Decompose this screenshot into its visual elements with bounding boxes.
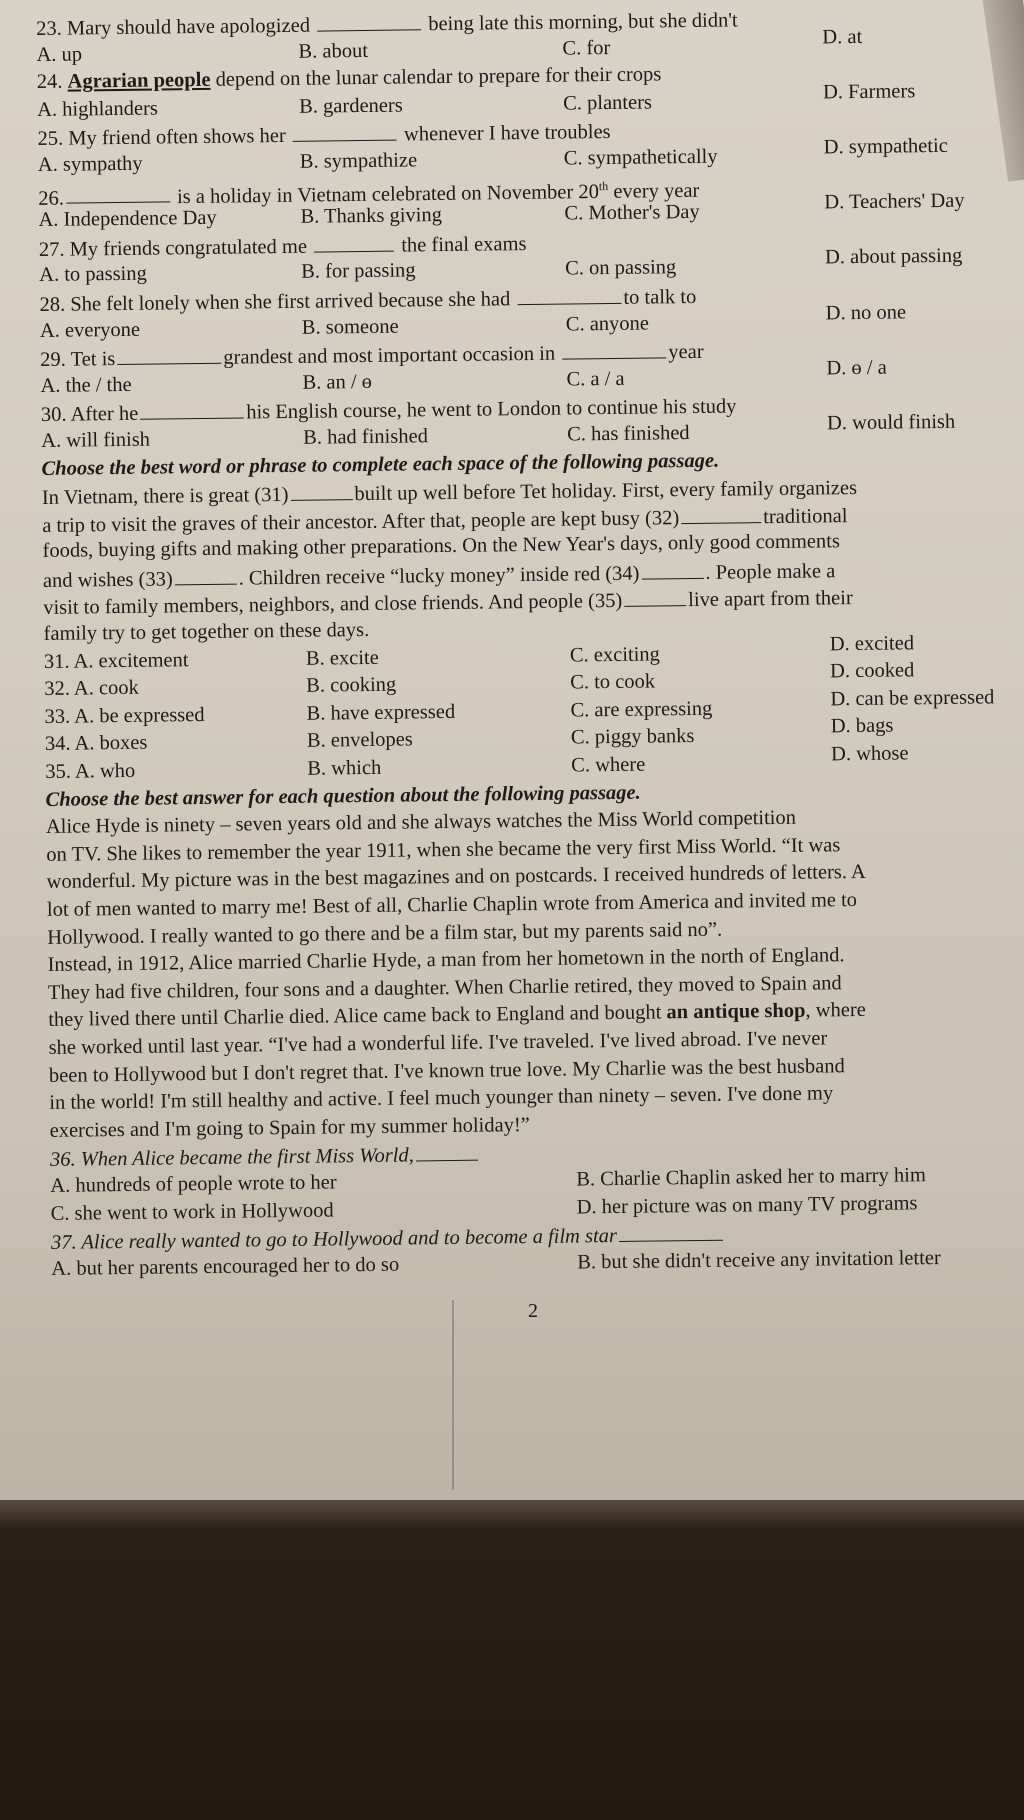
cloze-line-4: and wishes (33) . Children receive “lucky money” inside red (34) . People make a xyxy=(43,554,1023,594)
reading-line-9: she worked until last year. “I've had a wonderful life. I've traveled. I've lived abroad. I've never xyxy=(48,1027,828,1059)
option-c: C. sympathetically xyxy=(563,145,718,170)
option-c: C. Mother's Day xyxy=(564,201,700,225)
option-b: B. which xyxy=(307,756,382,780)
reading-line-10: been to Hollywood but I don't regret that. I've known true love. My Charlie was the best husband xyxy=(48,1054,845,1087)
question-29: 29. Tet is grandest and most important occasion in year xyxy=(40,333,1020,373)
answer-blank xyxy=(314,230,394,252)
question-23: 23. Mary should have apologized being late this morning, but she didn't xyxy=(36,9,738,40)
reading-line-3: wonderful. My picture was in the best magazines and on postcards. I received hundreds of letters. A xyxy=(46,861,866,894)
option-b: B. excite xyxy=(305,646,379,670)
option-a: A. the / the xyxy=(40,373,132,397)
page-number: 2 xyxy=(528,1300,538,1322)
option-c: C. are expressing xyxy=(570,697,713,722)
option-d: D. whose xyxy=(830,742,909,766)
option-b: B. cooking xyxy=(306,673,397,697)
option-a: A. highlanders xyxy=(37,97,158,121)
option-c: C. anyone xyxy=(565,312,650,336)
option-c: C. for xyxy=(562,36,611,60)
option-d: D. no one xyxy=(825,300,907,324)
option-a: A. up xyxy=(36,43,83,66)
option-b: B. sympathize xyxy=(299,149,418,173)
option-c: C. piggy banks xyxy=(570,725,695,749)
question-36: 36. When Alice became the first Miss World, xyxy=(50,1133,1024,1173)
bold-phrase: an antique shop xyxy=(666,1000,806,1024)
cloze-line-1: In Vietnam, there is great (31) built up well before Tet holiday. First, every family organizes xyxy=(41,477,858,510)
cloze-line-6: family try to get together on these days. xyxy=(43,619,370,646)
option-b: B. envelopes xyxy=(306,728,413,753)
answer-blank xyxy=(117,343,221,365)
answer-blank xyxy=(416,1140,478,1162)
question-24: 24. Agrarian people depend on the lunar calendar to prepare for their crops xyxy=(36,63,662,94)
option-b: B. Charlie Chaplin asked her to marry him xyxy=(576,1164,926,1191)
option-a: A. Independence Day xyxy=(38,206,217,232)
cloze-line-5: visit to family members, neighbors, and close friends. And people (35) live apart from their xyxy=(43,587,853,620)
dark-table-surface xyxy=(0,1530,1024,1820)
question-30: 30. After he his English course, he went to London to continue his study xyxy=(40,395,737,427)
answer-blank xyxy=(66,182,170,204)
option-a: A. sympathy xyxy=(37,152,143,176)
option-c: C. on passing xyxy=(565,256,677,280)
option-a: 34. A. boxes xyxy=(44,732,148,756)
reading-line-11: in the world! I'm still healthy and active. I feel much younger than ninety – seven. I've done my xyxy=(49,1082,834,1115)
page-edge-shadow xyxy=(0,1500,1024,1530)
cloze-line-2: a trip to visit the graves of their ancestor. After that, people are kept busy (32) traditional xyxy=(42,499,1022,539)
option-d: D. sympathetic xyxy=(823,134,948,159)
option-c: C. to cook xyxy=(570,670,656,694)
reading-line-4: lot of men wanted to marry me! Best of all, Charlie Chaplin wrote from America and invited me to xyxy=(46,889,858,921)
answer-blank xyxy=(681,502,761,524)
option-d: D. her picture was on many TV programs xyxy=(576,1191,918,1219)
option-d: D. at xyxy=(822,25,863,48)
reading-instruction: Choose the best answer for each question about the following passage. xyxy=(45,781,641,811)
option-c: C. has finished xyxy=(567,421,690,446)
option-d: D. would finish xyxy=(826,410,956,435)
answer-blank xyxy=(619,1220,723,1242)
option-b: B. about xyxy=(298,39,369,63)
question-26: 26. is a holiday in Vietnam celebrated on November 20th every year xyxy=(38,178,700,210)
answer-blank xyxy=(317,9,421,31)
option-b: B. Thanks giving xyxy=(300,204,443,228)
option-b: B. had finished xyxy=(303,425,429,449)
option-d: D. cooked xyxy=(829,659,915,683)
option-a: A. everyone xyxy=(39,318,141,342)
answer-blank xyxy=(140,398,244,420)
question-37: 37. Alice really wanted to go to Hollywood and to become a film star xyxy=(51,1216,1024,1256)
option-a: A. but her parents encouraged her to do so xyxy=(51,1253,400,1280)
option-b: B. but she didn't receive any invitation letter xyxy=(577,1246,941,1274)
reading-line-8: they lived there until Charlie died. Alice came back to England and bought an antique shop, where xyxy=(48,999,866,1032)
question-25: 25. My friend often shows her whenever I have troubles xyxy=(37,121,611,151)
question-27: 27. My friends congratulated me the final exams xyxy=(39,223,1019,263)
option-c: C. a / a xyxy=(566,367,625,391)
reading-line-12: exercises and I'm going to Spain for my summer holiday!” xyxy=(49,1113,530,1142)
answer-blank xyxy=(641,558,703,580)
reading-line-2: on TV. She likes to remember the year 1911, when she became the very first Miss World. “It was xyxy=(46,834,841,866)
option-d: D. about passing xyxy=(824,245,963,269)
option-a: A. will finish xyxy=(41,428,151,452)
option-c: C. exciting xyxy=(569,643,660,667)
reading-line-6: Instead, in 1912, Alice married Charlie Hyde, a man from her hometown in the north of England. xyxy=(47,944,845,977)
option-b: B. for passing xyxy=(301,259,416,284)
option-d: D. can be expressed xyxy=(830,686,995,711)
option-c: C. planters xyxy=(562,91,653,115)
worksheet-content xyxy=(36,2,1024,1283)
reading-line-1: Alice Hyde is ninety – seven years old and she always watches the Miss World competition xyxy=(45,806,797,839)
option-d: D. ɵ / a xyxy=(826,356,887,380)
answer-blank xyxy=(624,586,686,608)
option-a: A. to passing xyxy=(39,263,147,287)
answer-blank xyxy=(517,283,621,305)
reading-line-7: They had five children, four sons and a daughter. When Charlie retired, they moved to Spain and xyxy=(47,972,842,1004)
option-a: 35. A. who xyxy=(45,759,136,783)
option-b: B. someone xyxy=(301,315,399,339)
cloze-instruction: Choose the best word or phrase to complete each space of the following passage. xyxy=(41,449,720,480)
option-a: 33. A. be expressed xyxy=(44,703,205,728)
answer-blank xyxy=(290,479,352,501)
option-b: B. gardeners xyxy=(299,94,403,118)
option-a: 31. A. excitement xyxy=(43,648,189,673)
cloze-line-3: foods, buying gifts and making other preparations. On the New Year's days, only good comments xyxy=(42,530,841,563)
option-c: C. where xyxy=(571,753,646,777)
option-c: C. she went to work in Hollywood xyxy=(50,1198,334,1225)
answer-blank xyxy=(175,563,237,585)
option-b: B. have expressed xyxy=(306,700,456,725)
answer-blank xyxy=(562,337,666,359)
page-fold-line xyxy=(452,1300,454,1490)
option-d: D. Teachers' Day xyxy=(824,189,965,214)
answer-blank xyxy=(293,120,397,142)
underlined-phrase: Agrarian people xyxy=(67,69,211,93)
option-a: A. hundreds of people wrote to her xyxy=(50,1171,337,1197)
reading-line-5: Hollywood. I really wanted to go there and be a film star, but my parents said no”. xyxy=(47,918,723,949)
option-a: 32. A. cook xyxy=(44,677,139,701)
option-d: D. Farmers xyxy=(822,80,916,104)
option-d: D. excited xyxy=(829,631,915,656)
option-b: B. an / ɵ xyxy=(302,370,373,394)
option-d: D. bags xyxy=(830,715,894,738)
question-28: 28. She felt lonely when she first arrived because she had to talk to xyxy=(39,278,1019,318)
